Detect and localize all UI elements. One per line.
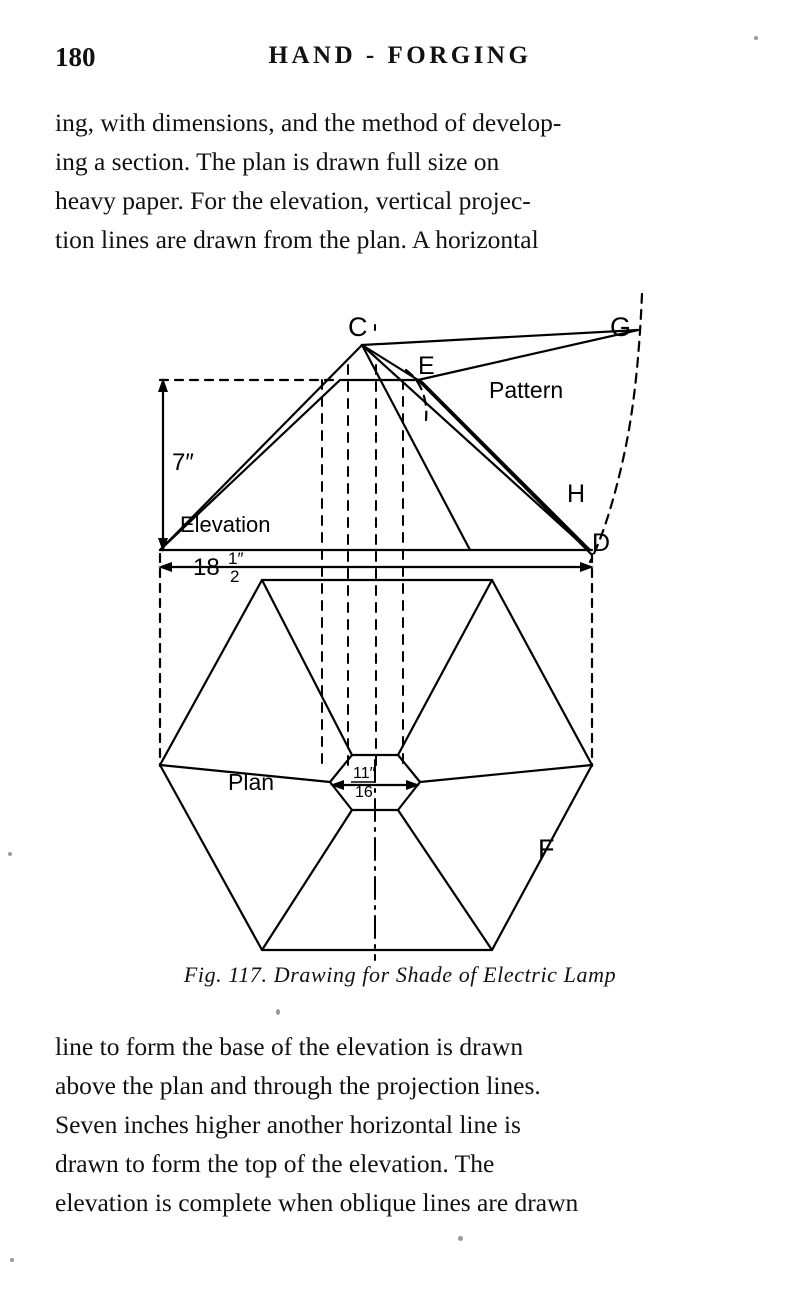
paragraph-bottom: [55, 1027, 747, 1222]
label-pattern: Pattern: [489, 377, 564, 403]
pattern-arc: [406, 294, 642, 562]
text-line: Seven inches higher another horizontal line is: [55, 1110, 521, 1139]
page-number: 180: [55, 42, 96, 72]
label-point-h: H: [567, 480, 586, 508]
text-line: drawn to form the top of the elevation. The: [55, 1149, 495, 1178]
label-plan: Plan: [228, 769, 275, 795]
text-line: ing a section. The plan is drawn full size on: [55, 147, 500, 176]
svg-text:16: 16: [355, 784, 373, 801]
text-line: tion lines are drawn from the plan. A horizontal: [55, 225, 539, 254]
svg-text:1″: 1″: [228, 549, 244, 568]
label-small-dim: [351, 765, 376, 801]
label-point-g: G: [610, 312, 632, 342]
text-line: elevation is complete when oblique lines are drawn: [55, 1188, 579, 1217]
label-height-dim: 7″: [172, 449, 194, 476]
label-point-e: E: [418, 352, 435, 380]
scan-speck: [8, 852, 12, 856]
scan-speck: [276, 1009, 280, 1015]
paragraph-top: [55, 103, 747, 259]
text-line: above the plan and through the projection lines.: [55, 1071, 541, 1100]
scan-speck: [458, 1236, 463, 1241]
label-width-dim: [193, 549, 243, 586]
text-line: ing, with dimensions, and the method of develop-: [55, 108, 562, 137]
label-point-d: D: [592, 529, 611, 557]
text-line: line to form the base of the elevation is drawn: [55, 1032, 524, 1061]
label-elevation: Elevation: [180, 512, 271, 537]
running-head: HAND - FORGING: [268, 42, 532, 69]
page-header: [55, 42, 745, 78]
label-point-c: C: [348, 312, 368, 342]
figure-117: [0, 270, 800, 1010]
scan-speck: [754, 36, 758, 40]
vertical-projection-lines: [322, 365, 403, 765]
svg-text:18: 18: [193, 554, 220, 581]
dimension-height: [158, 378, 168, 552]
figure-caption: Fig. 117. Drawing for Shade of Electric Lamp: [183, 962, 617, 987]
svg-text:11″: 11″: [353, 765, 376, 782]
text-line: heavy paper. For the elevation, vertical projec-: [55, 186, 531, 215]
svg-text:2: 2: [230, 567, 240, 586]
label-point-f: F: [538, 834, 555, 864]
scan-speck: [10, 1258, 14, 1262]
